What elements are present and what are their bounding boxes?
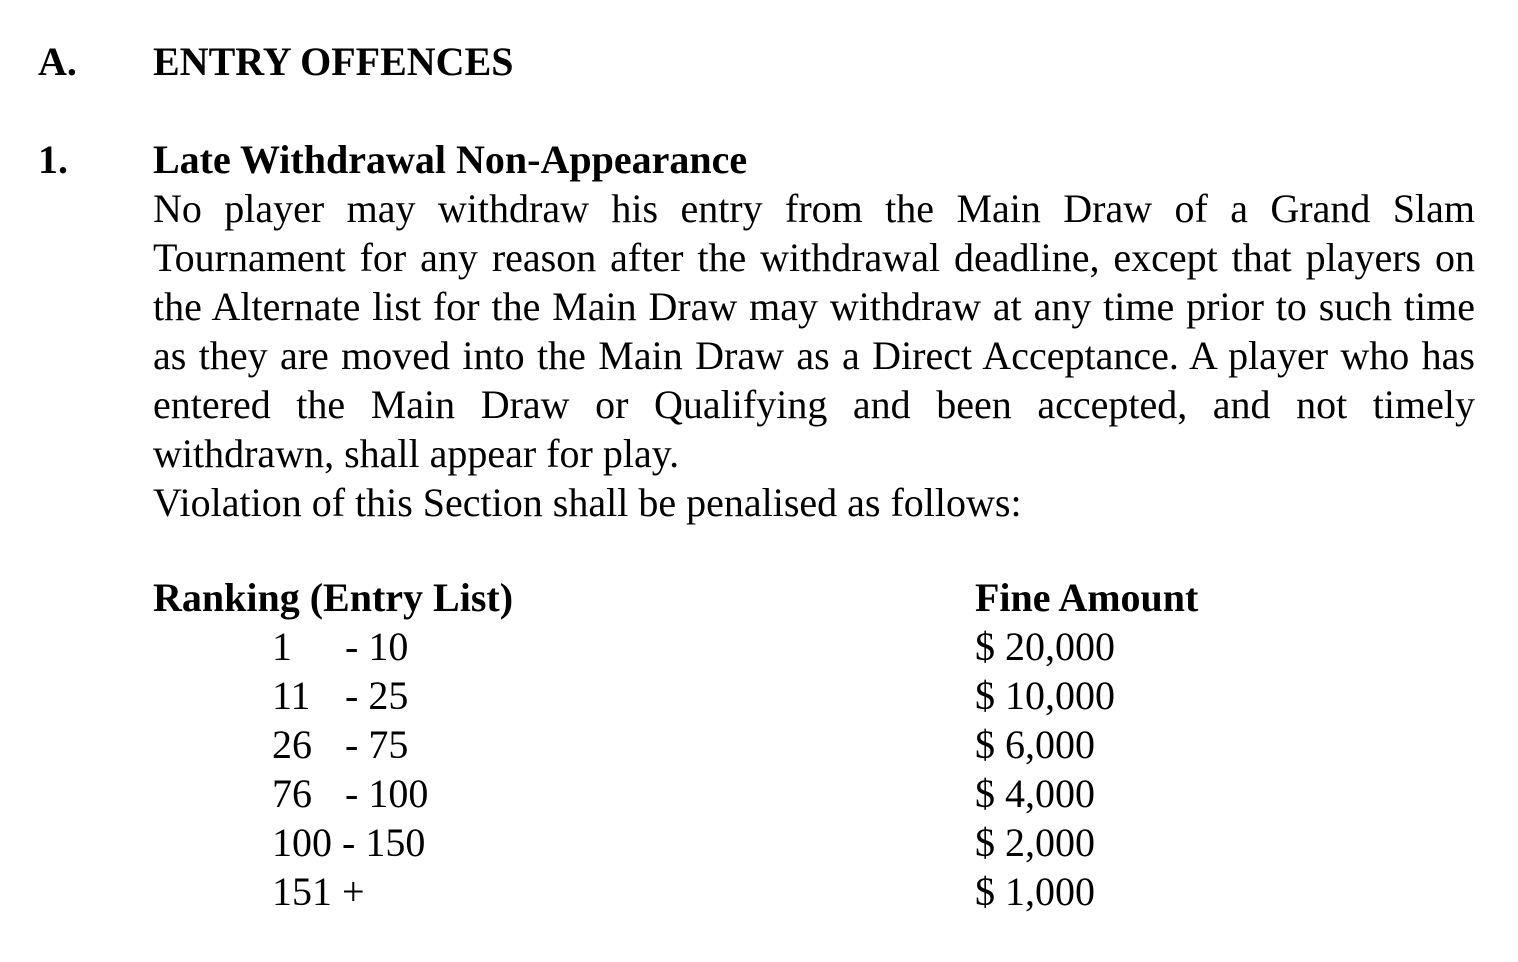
rank-from: 11 — [272, 673, 311, 718]
rank-to: - 10 — [345, 624, 409, 669]
item-title: Late Withdrawal Non-Appearance — [153, 137, 748, 182]
item-body-paragraph: No player may withdraw his entry from the Main Draw of a Grand Slam Tournament for any reason after the withdrawal deadline, except that players on the Alternate list for the Main Draw may withdraw at any time prior to such time as they are moved into the Main Draw as a Direct Acceptance. A player who has entered the Main Draw or Qualifying and been accepted, and not timely withdrawn, shall appear for play. — [153, 186, 1475, 476]
fine-column-header: Fine Amount — [975, 575, 1199, 620]
fine-table-row — [0, 867, 1518, 916]
fine-table — [0, 622, 1518, 916]
fine-table-row — [0, 622, 1518, 671]
fine-table-row — [0, 769, 1518, 818]
fine-amount: $ 20,000 — [975, 624, 1115, 669]
section-letter: A. — [38, 39, 77, 84]
fine-amount: $ 10,000 — [975, 673, 1115, 718]
rank-range: 100 - 150 — [272, 820, 426, 865]
fine-table-row — [0, 671, 1518, 720]
rank-to: - 25 — [345, 673, 409, 718]
fine-amount: $ 2,000 — [975, 820, 1095, 865]
rank-from: 76 — [272, 771, 312, 816]
rank-range: 151 + — [272, 869, 365, 914]
fine-amount: $ 1,000 — [975, 869, 1095, 914]
ranking-column-header: Ranking (Entry List) — [153, 575, 514, 620]
rank-to: - 75 — [345, 722, 409, 767]
item-number: 1. — [38, 137, 68, 182]
rank-from: 1 — [272, 624, 292, 669]
violation-statement: Violation of this Section shall be penalised as follows: — [153, 480, 1022, 525]
fine-amount: $ 6,000 — [975, 722, 1095, 767]
rank-from: 26 — [272, 722, 312, 767]
fine-table-row — [0, 818, 1518, 867]
fine-amount: $ 4,000 — [975, 771, 1095, 816]
rank-to: - 100 — [345, 771, 429, 816]
fine-table-row — [0, 720, 1518, 769]
section-title: ENTRY OFFENCES — [153, 39, 514, 84]
